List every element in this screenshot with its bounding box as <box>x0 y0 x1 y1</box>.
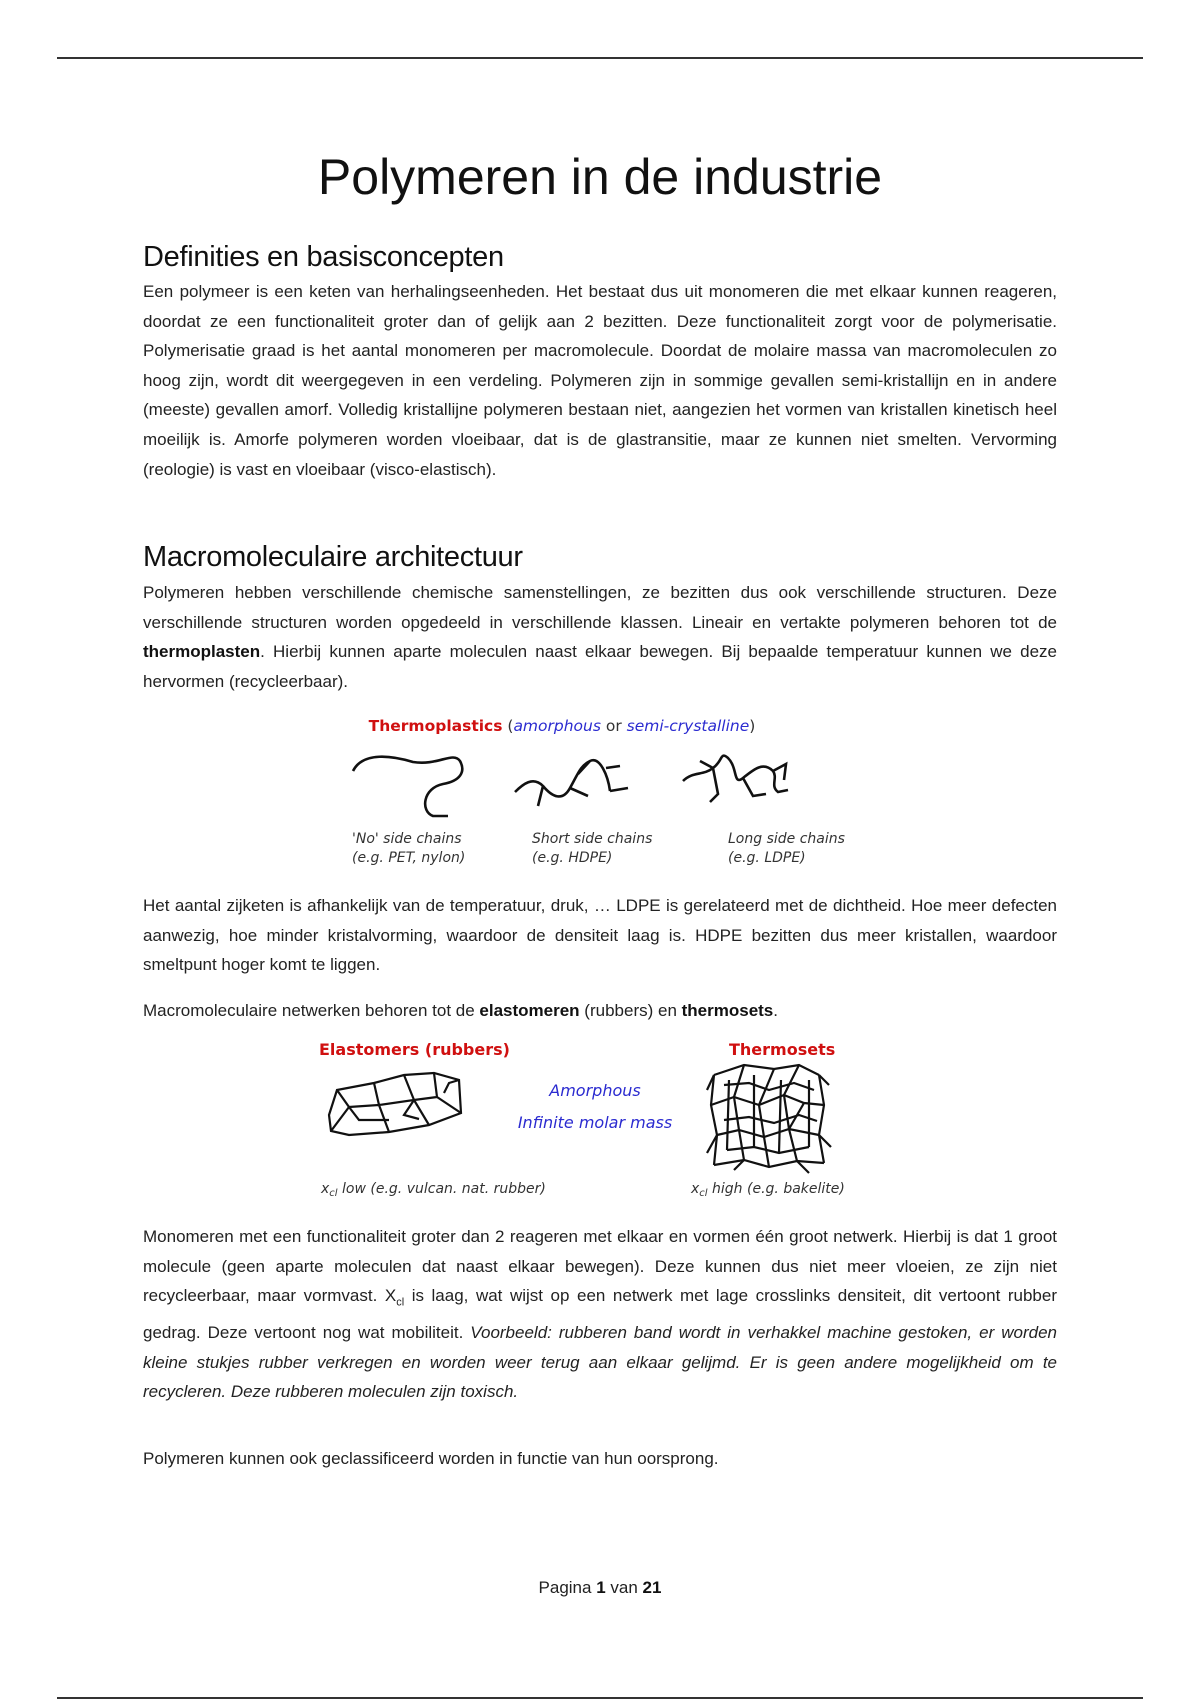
footer-middle: van <box>605 1578 643 1597</box>
caption-long-side-chains-example: (e.g. LDPE) <box>728 850 806 866</box>
long-side-chain-molecule <box>683 756 788 802</box>
page-footer <box>0 1578 1200 1598</box>
fig1-or: or <box>600 717 627 735</box>
footer-total-pages: 21 <box>642 1578 662 1597</box>
p4-sub: cl <box>396 1296 405 1309</box>
thermoset-network <box>707 1065 831 1173</box>
paragraph-architectuur-1 <box>143 578 1057 696</box>
fig2-elastomers-title: Elastomers (rubbers) <box>319 1040 510 1059</box>
footer-page-number: 1 <box>596 1578 606 1597</box>
fig1-paren-close: ) <box>749 717 756 735</box>
fig2-right-caption-x: x <box>691 1181 700 1197</box>
elastomer-network <box>329 1073 461 1135</box>
paragraph-architectuur-5: Polymeren kunnen ook geclassificeerd worden in functie van hun oorsprong. <box>143 1449 719 1468</box>
p1-start: Polymeren hebben verschillende chemische samenstellingen, ze bezitten dus ook verschillende structuren. Deze verschillende structuren worden opgedeeld in verschillende klassen. Lineair en vertakte polymeren behoren tot de <box>143 583 1057 632</box>
fig1-title <box>369 717 756 735</box>
bottom-rule <box>57 1697 1143 1699</box>
elastomers-thermosets-figure <box>319 1035 879 1205</box>
footer-prefix: Pagina <box>538 1578 597 1597</box>
p4-normal2: is laag, wat wijst op een netwerk met lage crosslinks densiteit, dit vertoont rubber gedrag. Deze vertoont nog wat mobiliteit. <box>143 1286 1057 1343</box>
paragraph-definities: Een polymeer is een keten van herhalingseenheden. Het bestaat dus uit monomeren die met elkaar kunnen reageren, doordat ze een functionaliteit groter dan of gelijk aan 2 bezitten. Deze functionaliteit zorgt voor de polymerisatie. Polymerisatie graad is het aantal monomeren per macromolecule. Doordat de molaire massa van macromoleculen zo hoog zijn, wordt dit weergegeven in een verdeling. Polymeren zijn in sommige gevallen semi-kristallijn en in andere (meeste) gevallen amorf. Volledig kristallijne polymeren bestaan niet, aangezien het vormen van kristallen kinetisch heel moeilijk is. Amorfe polymeren worden vloeibaar, dat is de glastransitie, maar ze kunnen niet smelten. Vervorming (reologie) is vast en vloeibaar (visco-elastisch). <box>143 282 1057 479</box>
fig2-left-caption-text: low (e.g. vulcan. nat. rubber) <box>337 1181 546 1197</box>
short-side-chain-molecule <box>515 760 628 806</box>
paragraph-architectuur-2: Het aantal zijketen is afhankelijk van de temperatuur, druk, … LDPE is gerelateerd met de dichtheid. Hoe meer defecten aanwezig, hoe minder kristalvorming, waardoor de densiteit laag is. HDPE bezitten dus meer kristallen, waardoor smeltpunt hoger komt te liggen. <box>143 896 1057 975</box>
fig1-amorphous: amorphous <box>513 717 601 735</box>
fig1-title-thermoplastics: Thermoplastics <box>368 717 503 735</box>
paragraph-architectuur-3 <box>143 996 1057 1026</box>
section-heading-definities: Definities en basisconcepten <box>143 241 504 273</box>
page-title: Polymeren in de industrie <box>317 149 883 205</box>
top-rule <box>57 57 1143 59</box>
p3-mid: (rubbers) en <box>579 1001 682 1020</box>
p4-italic-voorbeeld: Voorbeeld: rubberen band wordt in verhakkel machine gestoken, er worden kleine stukjes rubber verkregen en worden weer terug aan elkaar gelijmd. Er is geen andere mogelijkheid om te recycleren. Deze rubberen moleculen zijn toxisch. <box>143 1323 1057 1402</box>
no-side-chain-molecule <box>353 757 462 816</box>
fig2-amorphous: Amorphous <box>549 1081 641 1100</box>
paragraph-architectuur-4 <box>143 1222 1057 1407</box>
caption-short-side-chains: Short side chains <box>532 831 653 847</box>
p1-end: . Hierbij kunnen aparte moleculen naast elkaar bewegen. Bij bepaalde temperatuur kunnen we deze hervormen (recycleerbaar). <box>143 642 1057 691</box>
section-heading-architectuur: Macromoleculaire architectuur <box>143 541 523 573</box>
fig2-infinite-molar-mass: Infinite molar mass <box>517 1113 673 1132</box>
fig2-left-caption-x: x <box>321 1181 330 1197</box>
caption-long-side-chains: Long side chains <box>728 831 845 847</box>
fig2-left-caption <box>320 1181 546 1199</box>
fig2-left-caption-sub: cl <box>329 1188 338 1199</box>
thermoplastics-figure <box>338 706 845 876</box>
fig1-paren-open: ( <box>502 717 514 735</box>
p4-normal: Monomeren met een functionaliteit groter dan 2 reageren met elkaar en vormen één groot netwerk. Hierbij is dat 1 groot molecule (geen aparte moleculen dat naast elkaar bewegen). Deze kunnen dus niet meer vloeien, ze zijn niet recycleerbaar, maar vormvast. X <box>143 1227 1057 1306</box>
caption-short-side-chains-example: (e.g. HDPE) <box>532 850 613 866</box>
p3-bold-elastomeren: elastomeren <box>479 1001 580 1020</box>
p1-bold-thermoplasten: thermoplasten <box>143 642 261 662</box>
fig2-right-caption-text: high (e.g. bakelite) <box>707 1181 845 1197</box>
caption-no-side-chains: 'No' side chains <box>352 831 462 847</box>
fig2-right-caption <box>690 1181 845 1199</box>
fig1-semi-crystalline: semi-crystalline <box>626 717 750 735</box>
p3-end: . <box>773 1001 778 1020</box>
p3-start: Macromoleculaire netwerken behoren tot de <box>143 1001 480 1020</box>
fig2-thermosets-title: Thermosets <box>729 1040 836 1059</box>
fig2-right-caption-sub: cl <box>699 1188 708 1199</box>
p3-bold-thermosets: thermosets <box>681 1001 774 1020</box>
caption-no-side-chains-example: (e.g. PET, nylon) <box>352 850 466 866</box>
